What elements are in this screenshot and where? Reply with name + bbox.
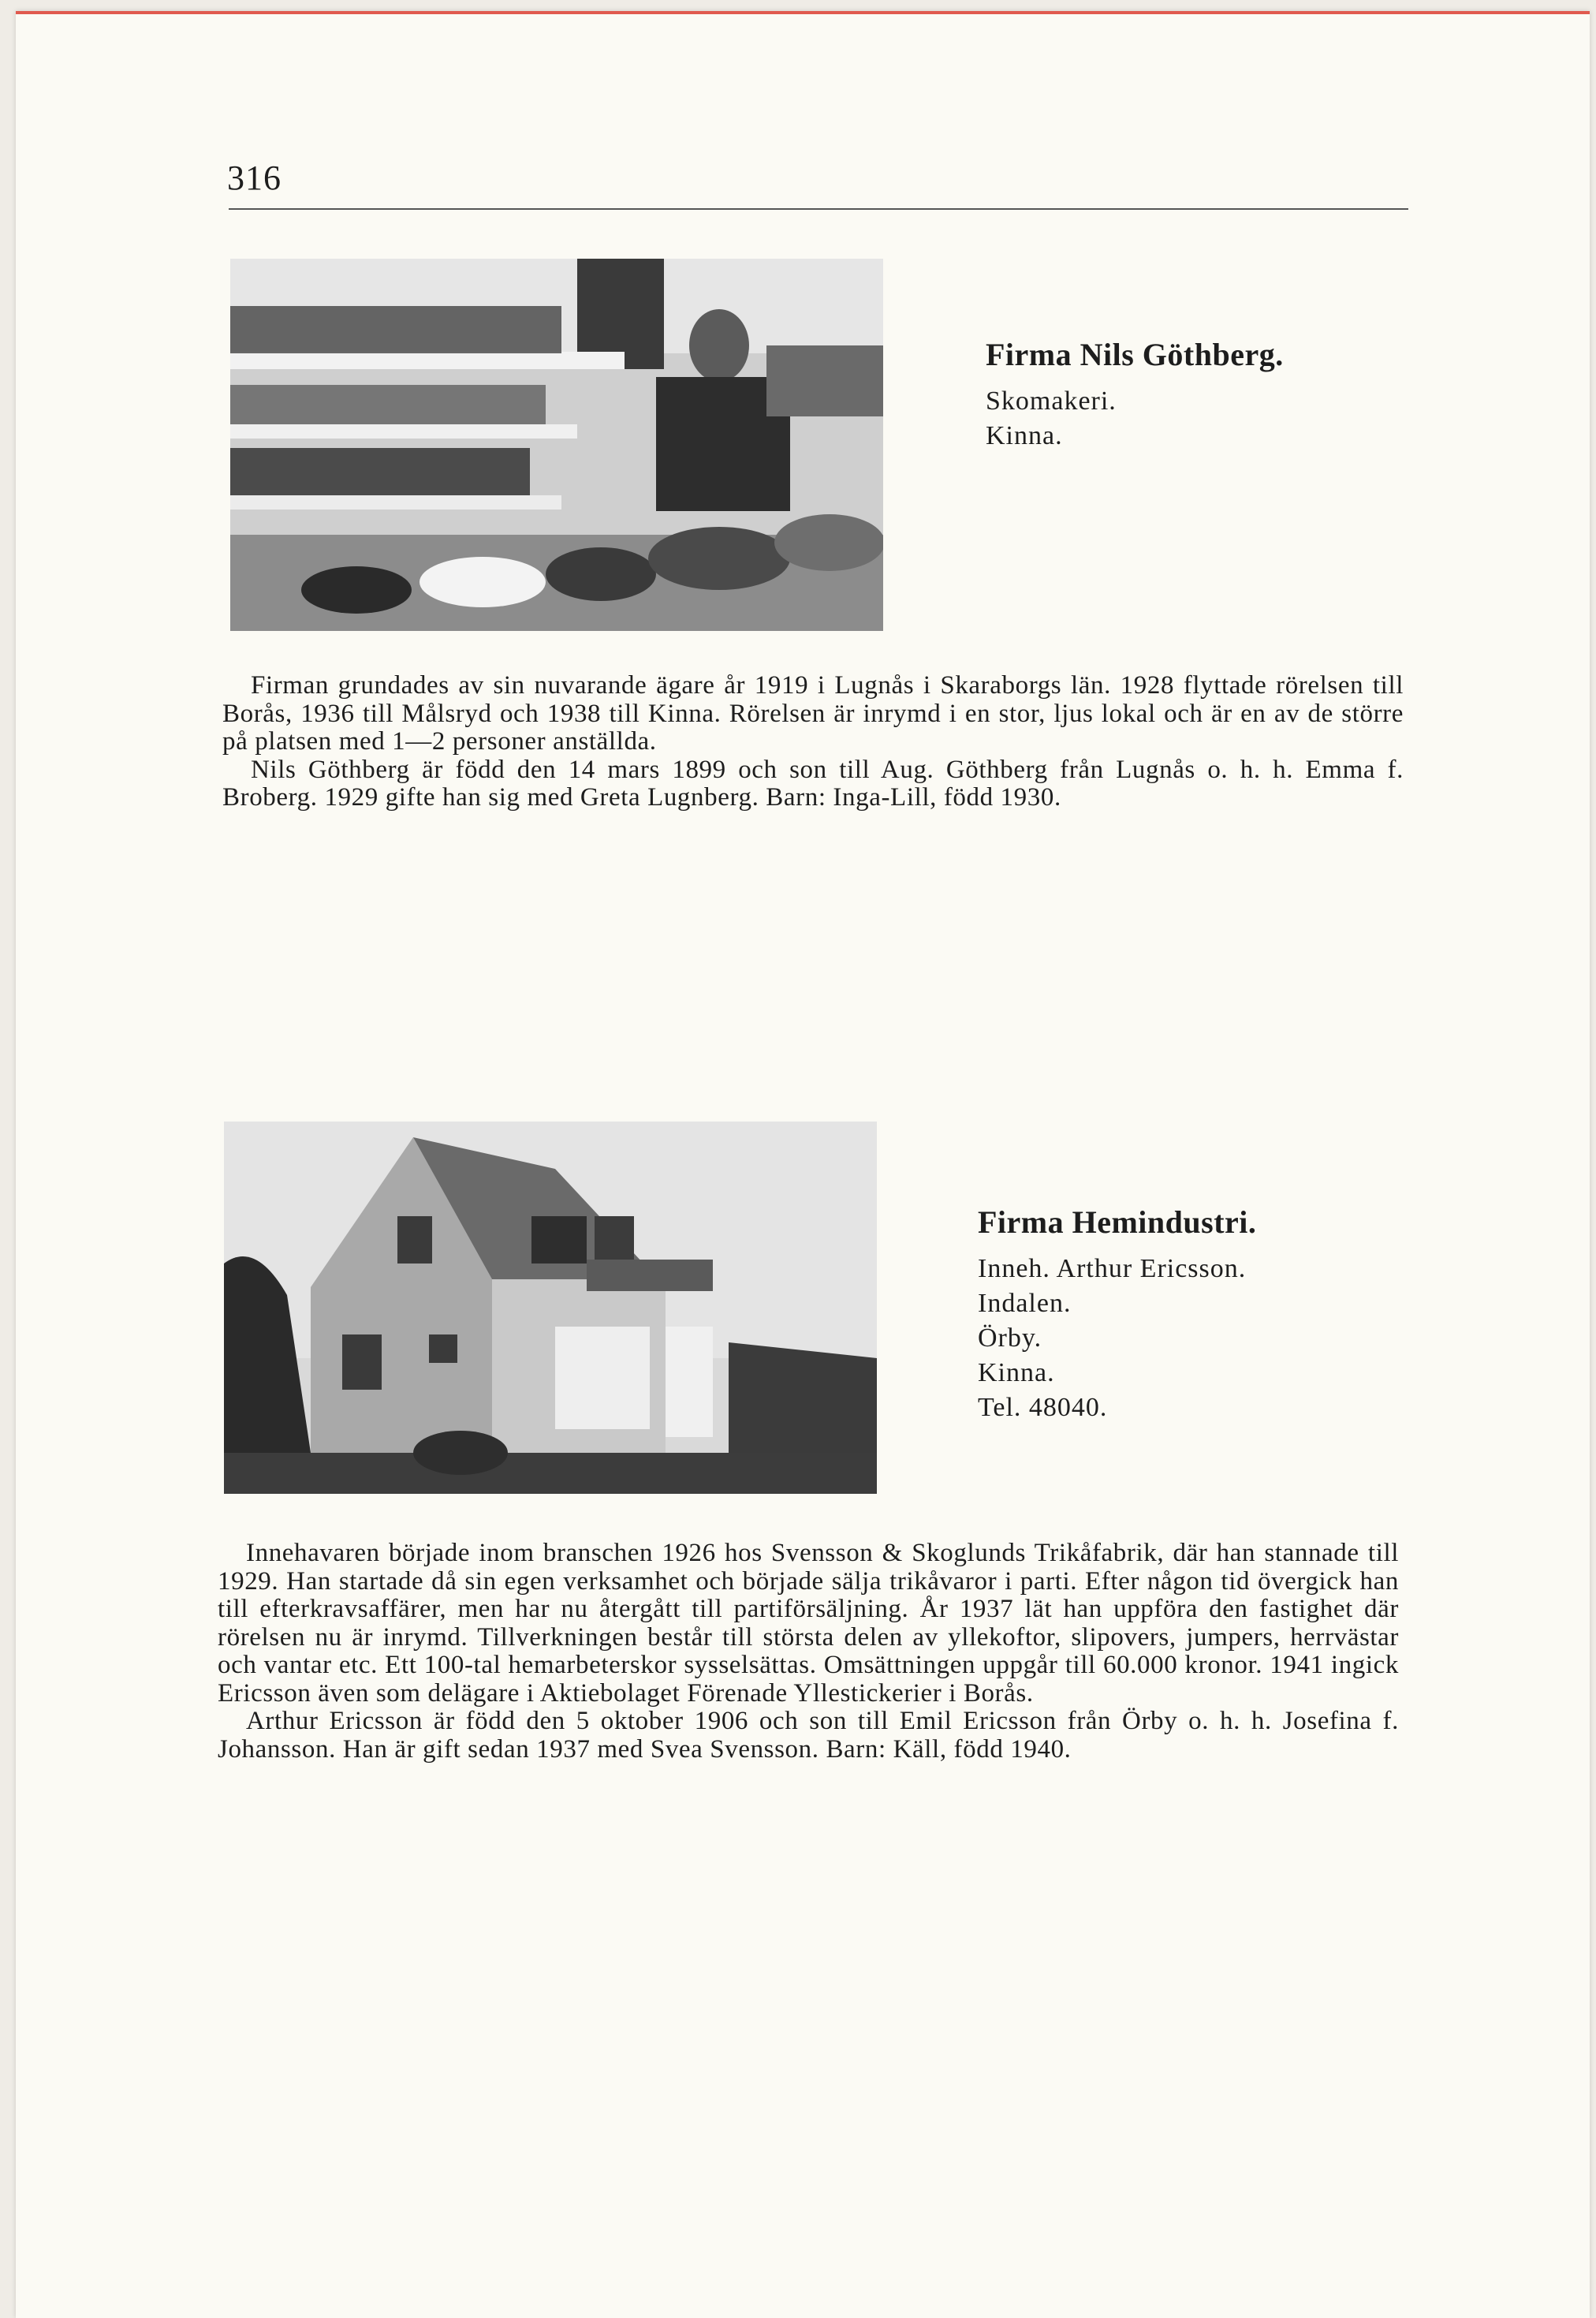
page-number: 316 [227,159,282,197]
firm-line: Kinna. [986,421,1063,450]
firm-line: Tel. 48040. [978,1393,1108,1422]
firm-name: Firma Nils Göthberg. [986,337,1284,372]
paragraph: Nils Göthberg är född den 14 mars 1899 och son till Aug. Göthberg från Lugnås o. h. h. Emma f. Broberg. 1929 gifte han sig med Greta Lugnberg. Barn: Inga-Lill, född 1930. [222,755,1404,812]
firm-line: Inneh. Arthur Ericsson. [978,1254,1247,1283]
firm-line: Örby. [978,1323,1042,1353]
firm-header [978,1204,1256,1425]
firm-name: Firma Hemindustri. [978,1204,1257,1240]
header-rule [229,208,1408,210]
paragraph: Innehavaren började inom branschen 1926 hos Svensson & Skoglunds Trikåfabrik, där han stannade till 1929. Han startade då sin egen verksamhet och började sälja trikåvaror i parti. Efter någon tid övergick han till efterkravsaffärer, men har nu återgått till partiförsäljning. År 1937 lät han uppföra den fastighet där rörelsen nu är inrymd. Tillverkningen består till största delen av yllekoftor, slipovers, jumpers, herrvästar och vantar etc. Ett 100-tal hemarbeterskor sysselsättas. Omsättningen uppgår till 60.000 kronor. 1941 ingick Ericsson även som delägare i Aktiebolaget Förenade Yllestickerier i Borås. [218,1539,1399,1708]
firm-description [218,1540,1399,1764]
paragraph: Firman grundades av sin nuvarande ägare år 1919 i Lugnås i Skaraborgs län. 1928 flyttade rörelsen till Borås, 1936 till Målsryd och 1938 till Kinna. Rörelsen är inrymd i en stor, ljus lokal och är en av de större på platsen med 1—2 personer anställda. [222,671,1404,756]
firm-line: Indalen. [978,1289,1072,1318]
paragraph: Arthur Ericsson är född den 5 oktober 1906 och son till Emil Ericsson från Örby o. h. h. Josefina f. Johansson. Han är gift sedan 1937 med Svea Svensson. Barn: Käll, född 1940. [218,1707,1399,1764]
house-photo [224,1122,877,1494]
shoemaker-workshop-photo [230,259,883,631]
firm-line: Kinna. [978,1358,1055,1387]
firm-line: Skomakeri. [986,386,1117,416]
firm-description [222,672,1404,812]
firm-header [986,336,1284,454]
